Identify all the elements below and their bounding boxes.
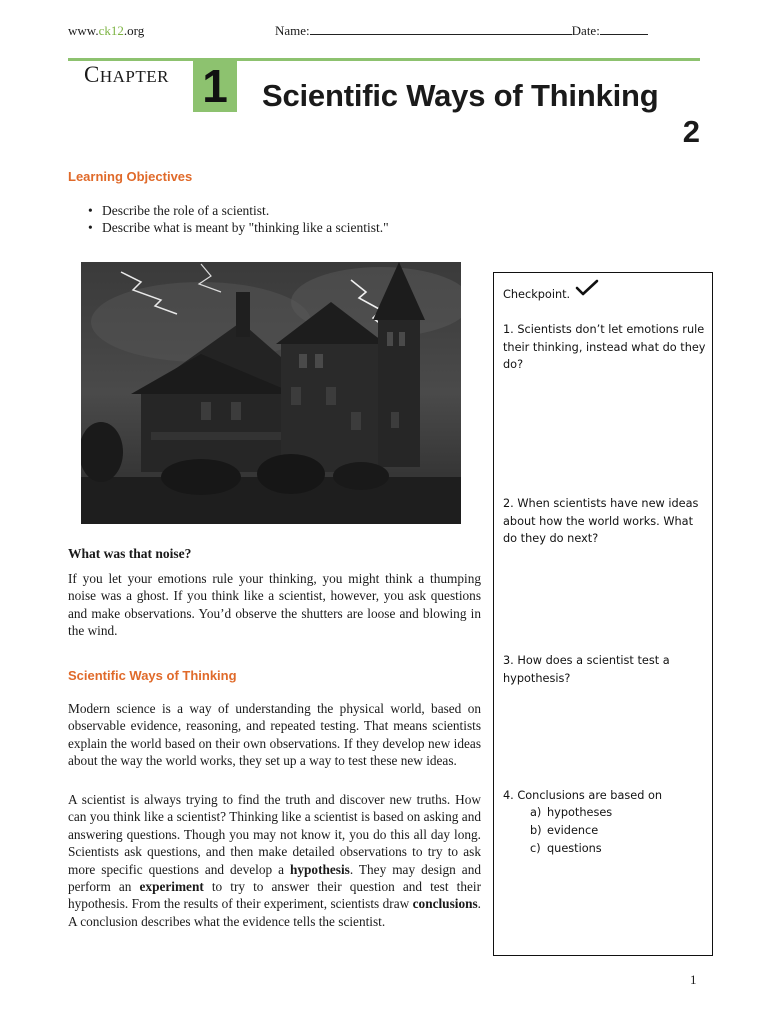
page-number: 1 <box>690 972 697 987</box>
science-paragraph-2: A scientist is always trying to find the truth and discover new truths. How can you think like a scientist? Thinking like a scientist is based on asking and answering questions. Though you may not know it, you do this all day long. Scientists ask questions, and then make detailed observations to try to ask more specific questions and develop a hypothesis. They may design and perform an experiment to try to answer their question and test their hypothesis. From the results of their experiment, scientists draw conclusions. A conclusion describes what the evidence tells the scientist. <box>68 792 481 929</box>
term-hypothesis: hypothesis <box>289 861 350 877</box>
checkpoint-question-3: 3. How does a scientist test a hypothesis? <box>503 654 670 685</box>
term-experiment: experiment <box>139 879 204 895</box>
scientific-ways-heading: Scientific Ways of Thinking <box>68 668 237 683</box>
answer-option-a[interactable]: a) hypotheses <box>530 806 613 819</box>
checkpoint-heading: Checkpoint. <box>503 288 571 301</box>
noise-paragraph: If you let your emotions rule your thinking, you might think a thumping noise was a ghost. If you think like a scientist, however, you ask questions and make observations. You’d observe the shutters are loose and blowing in the wind. <box>68 571 481 639</box>
checkpoint-question-1: 1. Scientists don’t let emotions rule their thinking, instead what do they do? <box>503 323 706 371</box>
objective-item: • Describe what is meant by "thinking like a scientist." <box>88 220 389 235</box>
answer-option-b[interactable]: b) evidence <box>530 824 599 837</box>
name-label: Name: <box>275 23 310 38</box>
chapter-label: CHAPTER <box>84 62 169 87</box>
checkpoint-question-4: 4. Conclusions are based on <box>503 789 663 802</box>
noise-heading: What was that noise? <box>68 546 192 561</box>
chapter-title-number: 2 <box>682 114 700 149</box>
chapter-title: Scientific Ways of Thinking <box>262 78 659 113</box>
haunted-house-photo <box>81 262 461 524</box>
date-label: Date: <box>571 23 600 38</box>
learning-objectives-heading: Learning Objectives <box>68 169 193 184</box>
term-conclusions: conclusions <box>412 896 478 912</box>
site-url: www.ck12.org <box>68 23 145 38</box>
chapter-number: 1 <box>193 61 237 112</box>
name-date-fields <box>275 23 648 39</box>
answer-option-c[interactable]: c) questions <box>530 842 602 855</box>
objective-item: • Describe the role of a scientist. <box>88 203 270 218</box>
checkpoint-question-2: 2. When scientists have new ideas about how the world works. What do they do next? <box>503 497 699 545</box>
checkpoint-box <box>493 272 713 956</box>
header-rule <box>68 58 700 61</box>
date-blank[interactable] <box>600 23 648 35</box>
science-paragraph-1: Modern science is a way of understanding the physical world, based on observable evidence, reasoning, and repeated testing. That means scientists explain the world based on their own observations. If they develop new ideas about the way the world works, they set up a way to test these new ideas. <box>68 701 481 769</box>
checkmark-icon <box>575 279 599 299</box>
name-blank[interactable] <box>310 23 572 35</box>
